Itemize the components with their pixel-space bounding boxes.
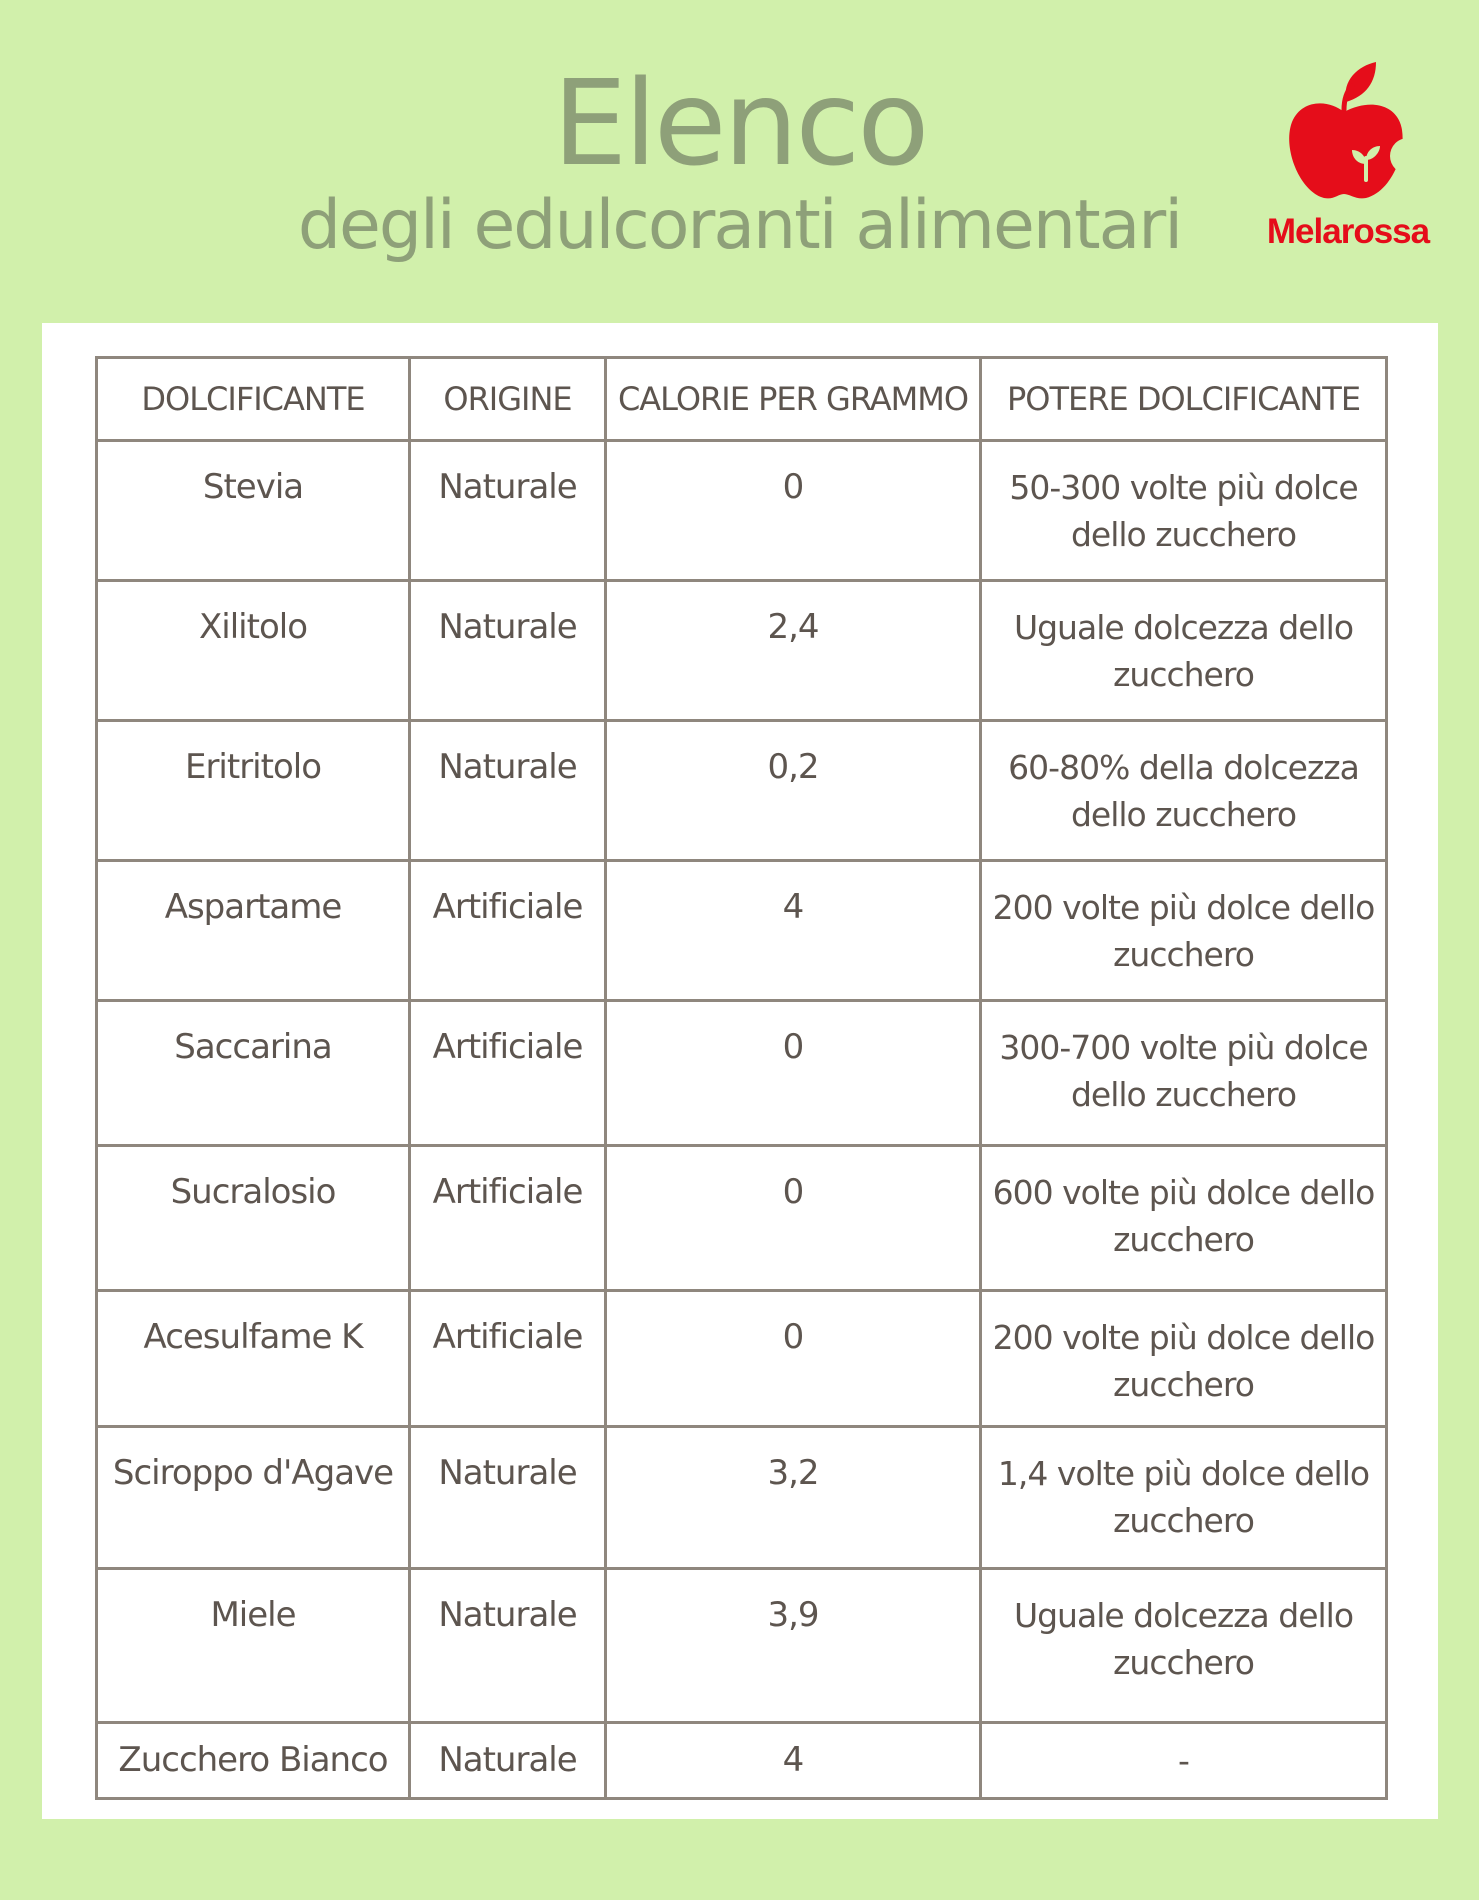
cell-calories: 3,2 — [606, 1427, 981, 1569]
table-row — [97, 441, 1387, 581]
cell-origin: Naturale — [410, 721, 606, 861]
cell-calories: 3,9 — [606, 1569, 981, 1723]
table-row — [97, 1569, 1387, 1723]
cell-origin: Artificiale — [410, 861, 606, 1001]
header — [0, 0, 1479, 320]
cell-calories: 4 — [606, 1723, 981, 1799]
cell-name: Stevia — [97, 441, 410, 581]
page-title: Elenco — [552, 54, 927, 192]
table-row — [97, 721, 1387, 861]
cell-name: Zucchero Bianco — [97, 1723, 410, 1799]
cell-name: Acesulfame K — [97, 1291, 410, 1427]
apple-icon — [1280, 60, 1416, 210]
cell-calories: 0 — [606, 441, 981, 581]
cell-origin: Artificiale — [410, 1291, 606, 1427]
cell-origin: Naturale — [410, 441, 606, 581]
cell-power: 200 volte più dolce dello zucchero — [981, 1291, 1387, 1427]
table-row — [97, 581, 1387, 721]
cell-origin: Naturale — [410, 1569, 606, 1723]
table-header-row — [97, 358, 1387, 441]
column-header-sweetening-power: POTERE DOLCIFICANTE — [981, 358, 1387, 441]
cell-power: 1,4 volte più dolce dello zucchero — [981, 1427, 1387, 1569]
cell-calories: 0 — [606, 1291, 981, 1427]
table-row — [97, 861, 1387, 1001]
table-row — [97, 1427, 1387, 1569]
table-row — [97, 1146, 1387, 1291]
cell-origin: Naturale — [410, 1723, 606, 1799]
brand-name: Melarossa — [1266, 212, 1430, 251]
cell-name: Sciroppo d'Agave — [97, 1427, 410, 1569]
cell-power: 50-300 volte più dolce dello zucchero — [981, 441, 1387, 581]
cell-power: - — [981, 1723, 1387, 1799]
cell-calories: 4 — [606, 861, 981, 1001]
table-panel — [42, 323, 1438, 1819]
cell-origin: Artificiale — [410, 1146, 606, 1291]
cell-calories: 0 — [606, 1146, 981, 1291]
cell-calories: 0,2 — [606, 721, 981, 861]
cell-power: Uguale dolcezza dello zucchero — [981, 1569, 1387, 1723]
cell-name: Sucralosio — [97, 1146, 410, 1291]
column-header-calories: CALORIE PER GRAMMO — [606, 358, 981, 441]
sweeteners-table — [95, 356, 1388, 1800]
cell-power: 60-80% della dolcezza dello zucchero — [981, 721, 1387, 861]
cell-name: Saccarina — [97, 1001, 410, 1146]
table-row — [97, 1001, 1387, 1146]
table-row — [97, 1723, 1387, 1799]
cell-name: Xilitolo — [97, 581, 410, 721]
cell-power: 600 volte più dolce dello zucchero — [981, 1146, 1387, 1291]
cell-name: Aspartame — [97, 861, 410, 1001]
cell-power: 200 volte più dolce dello zucchero — [981, 861, 1387, 1001]
cell-origin: Artificiale — [410, 1001, 606, 1146]
column-header-origin: ORIGINE — [410, 358, 606, 441]
table-row — [97, 1291, 1387, 1427]
cell-name: Miele — [97, 1569, 410, 1723]
page-subtitle: degli edulcoranti alimentari — [297, 186, 1182, 265]
cell-name: Eritritolo — [97, 721, 410, 861]
cell-origin: Naturale — [410, 581, 606, 721]
brand-logo[interactable] — [1258, 60, 1438, 260]
cell-power: 300-700 volte più dolce dello zucchero — [981, 1001, 1387, 1146]
cell-calories: 0 — [606, 1001, 981, 1146]
cell-origin: Naturale — [410, 1427, 606, 1569]
cell-power: Uguale dolcezza dello zucchero — [981, 581, 1387, 721]
column-header-sweetener: DOLCIFICANTE — [97, 358, 410, 441]
cell-calories: 2,4 — [606, 581, 981, 721]
